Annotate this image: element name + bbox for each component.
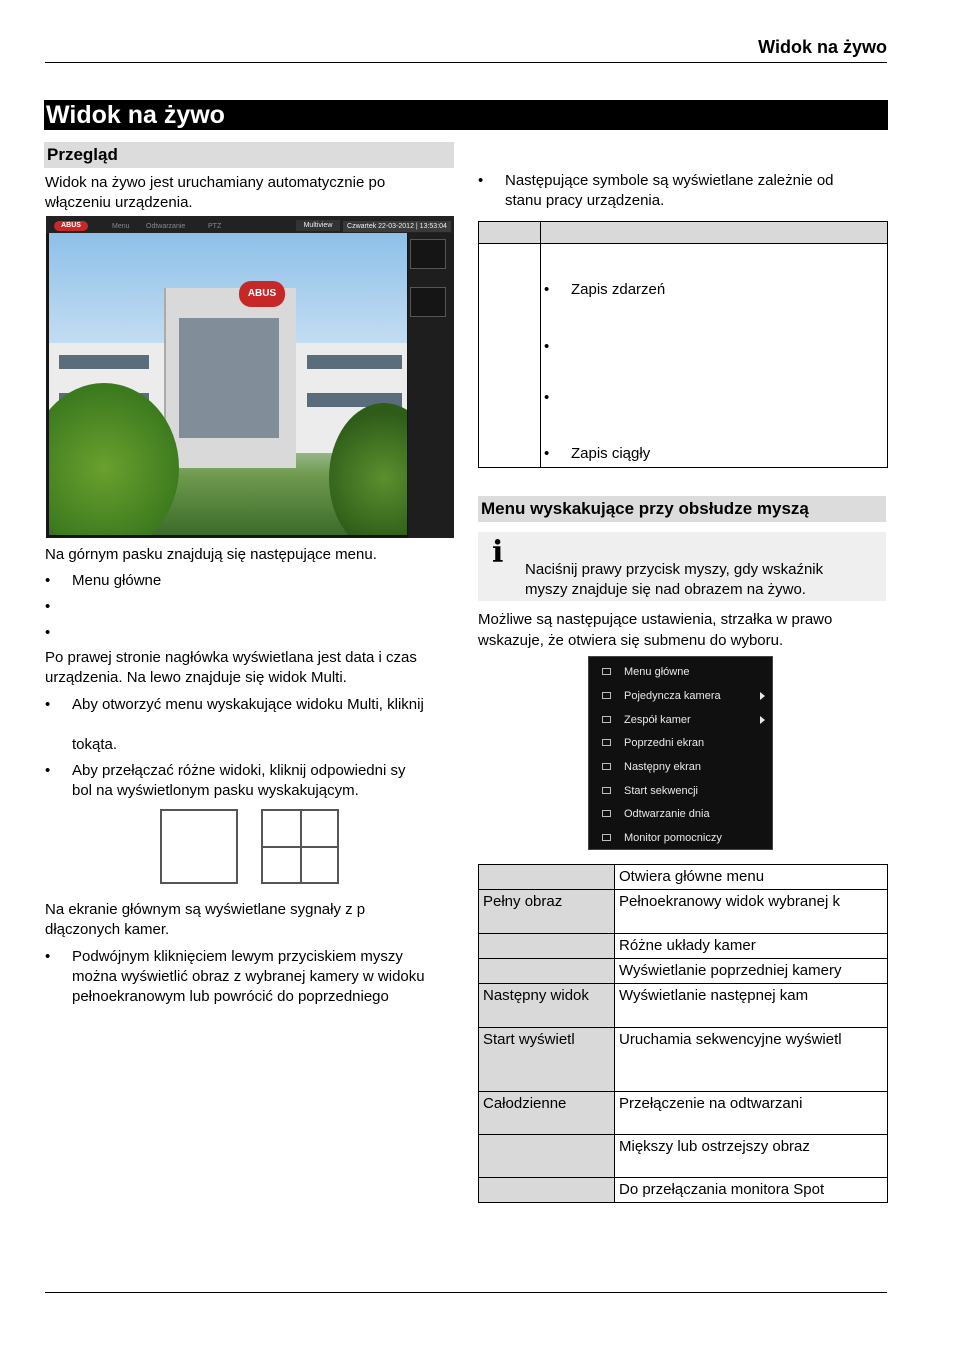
symbols-table: • Zapis zdarzeń • • • Zapis ciągły: [478, 221, 888, 468]
table-cell-desc: Wyświetlanie następnej kam: [615, 984, 888, 1028]
settings-text-line-2: wskazuje, że otwiera się submenu do wyboru.: [478, 632, 784, 649]
table-cell-name: [479, 1178, 615, 1203]
bullet-text: Aby przełączać różne widoki, kliknij odpowiedni sy: [72, 762, 406, 779]
table-cell-name: [479, 959, 615, 984]
footer-rule: [45, 1292, 887, 1293]
quad-view-icon: [261, 809, 339, 884]
right-header-text-line-2: urządzenia. Na lewo znajduje się widok Multi.: [45, 669, 347, 686]
table-row: [479, 1092, 888, 1135]
table-cell-desc: Miększy lub ostrzejszy obraz: [615, 1135, 888, 1178]
submenu-arrow-icon: [760, 716, 765, 724]
table-cell-name: Następny widok: [479, 984, 615, 1028]
table-cell-desc: Przełączenie na odtwarzani: [615, 1092, 888, 1135]
screenshot-menu-item: Menu: [112, 223, 130, 230]
popup-menu-item[interactable]: [589, 732, 774, 755]
single-view-icon: [160, 809, 238, 884]
bullet-continuation: stanu pracy urządzenia.: [505, 192, 665, 209]
bullet-text: Następujące symbole są wyświetlane zależnie od: [505, 172, 834, 189]
table-row: [479, 1028, 888, 1092]
table-cell-name: Start wyświetl: [479, 1028, 615, 1092]
table-row: [479, 984, 888, 1028]
section-mouse-heading: Menu wyskakujące przy obsłudze myszą: [478, 496, 886, 522]
screenshot-side-thumb: [410, 287, 446, 317]
table-cell-name: Całodzienne: [479, 1092, 615, 1135]
bullet-text: Aby otworzyć menu wyskakujące widoku Multi, kliknij: [72, 696, 424, 713]
bullet-continuation: można wyświetlić obraz z wybranej kamery w widoku: [72, 968, 425, 985]
top-bar-text: Na górnym pasku znajdują się następujące menu.: [45, 546, 377, 563]
header-rule: [45, 62, 887, 63]
info-text-line-2: myszy znajduje się nad obrazem na żywo.: [525, 581, 806, 598]
intro-line-2: włączeniu urządzenia.: [45, 194, 193, 211]
monitor-icon: [602, 834, 611, 841]
next-icon: [602, 763, 611, 770]
symbol-row-text: Zapis ciągły: [571, 445, 651, 462]
popup-menu-item[interactable]: [589, 685, 774, 708]
intro-line-1: Widok na żywo jest uruchamiany automatycznie po: [45, 174, 386, 191]
popup-menu-item[interactable]: [589, 709, 774, 732]
screenshot-menu-item: PTZ: [208, 223, 222, 230]
table-cell-name: [479, 865, 615, 890]
grid-icon: [602, 668, 611, 675]
functions-table: [478, 864, 888, 1203]
bullet-text: Menu główne: [72, 572, 162, 589]
popup-menu-label: Odtwarzanie dnia: [624, 808, 710, 820]
right-header-text-line-1: Po prawej stronie nagłówka wyświetlana jest data i czas: [45, 649, 417, 666]
popup-menu-label: Pojedyncza kamera: [624, 690, 721, 702]
settings-text-line-1: Możliwe są następujące ustawienia, strzałka w prawo: [478, 611, 833, 628]
popup-menu-item[interactable]: [589, 803, 774, 826]
playback-icon: [602, 810, 611, 817]
popup-menu-item[interactable]: [589, 780, 774, 803]
header-title: Widok na żywo: [758, 37, 887, 57]
multi-screen-icon: [602, 716, 611, 723]
symbols-table-divider: [540, 222, 541, 467]
bullet-continuation: pełnoekranowym lub powrócić do poprzedniego: [72, 988, 389, 1005]
popup-menu-label: Menu główne: [624, 666, 690, 678]
single-screen-icon: [602, 692, 611, 699]
screenshot-menu-item: Odtwarzanie: [146, 223, 186, 230]
bullet-text: Podwójnym kliknięciem lewym przyciskiem myszy: [72, 948, 403, 965]
info-icon: i: [492, 535, 504, 570]
popup-menu-item[interactable]: [589, 827, 774, 850]
table-cell-name: [479, 1135, 615, 1178]
table-row: [479, 890, 888, 934]
symbol-row-text: Zapis zdarzeń: [571, 281, 666, 298]
main-screen-text-line-2: dłączonych kamer.: [45, 921, 170, 938]
sequence-icon: [602, 787, 611, 794]
popup-menu-item[interactable]: [589, 756, 774, 779]
table-cell-desc: Do przełączania monitora Spot: [615, 1178, 888, 1203]
building-window-row: [59, 355, 149, 369]
main-screen-text-line-1: Na ekranie głównym są wyświetlane sygnały z p: [45, 901, 366, 918]
live-view-screenshot: [46, 216, 454, 538]
popup-menu-label: Monitor pomocniczy: [624, 832, 722, 844]
info-text-line-1: Naciśnij prawy przycisk myszy, gdy wskaźnik: [525, 561, 824, 578]
info-box: [478, 532, 886, 601]
table-cell-desc: Otwiera główne menu: [615, 865, 888, 890]
popup-menu-label: Start sekwencji: [624, 785, 698, 797]
table-cell-name: [479, 934, 615, 959]
screenshot-datetime: Czwartek 22-03-2012 | 13:53:04: [343, 221, 451, 232]
table-row: [479, 959, 888, 984]
table-cell-desc: Uruchamia sekwencyjne wyświetl: [615, 1028, 888, 1092]
table-row: [479, 865, 888, 890]
screenshot-side-panel: [408, 233, 454, 538]
bullet-continuation: tokąta.: [72, 736, 118, 753]
popup-menu-label: Zespół kamer: [624, 714, 691, 726]
screenshot-side-thumb: [410, 239, 446, 269]
previous-icon: [602, 739, 611, 746]
popup-menu-item[interactable]: [589, 661, 774, 684]
popup-menu-label: Poprzedni ekran: [624, 737, 705, 749]
popup-menu: [588, 656, 773, 850]
screenshot-multiview-button: Multiview: [296, 220, 340, 231]
submenu-arrow-icon: [760, 692, 765, 700]
table-cell-desc: Pełnoekranowy widok wybranej k: [615, 890, 888, 934]
table-row: [479, 1178, 888, 1203]
building-window-row: [307, 355, 402, 369]
table-cell-name: Pełny obraz: [479, 890, 615, 934]
table-row: [479, 934, 888, 959]
screenshot-logo: ABUS: [54, 221, 88, 231]
building-sign: ABUS: [239, 281, 285, 307]
table-cell-desc: Wyświetlanie poprzedniej kamery: [615, 959, 888, 984]
building-glass-facade: [179, 318, 279, 438]
main-title: Widok na żywo: [44, 100, 888, 130]
table-row: [479, 1135, 888, 1178]
popup-menu-label: Następny ekran: [624, 761, 702, 773]
section-overview-heading: Przegląd: [44, 142, 454, 168]
camera-image: [49, 233, 407, 535]
bullet-continuation: bol na wyświetlonym pasku wyskakującym.: [72, 782, 359, 799]
table-cell-desc: Różne układy kamer: [615, 934, 888, 959]
